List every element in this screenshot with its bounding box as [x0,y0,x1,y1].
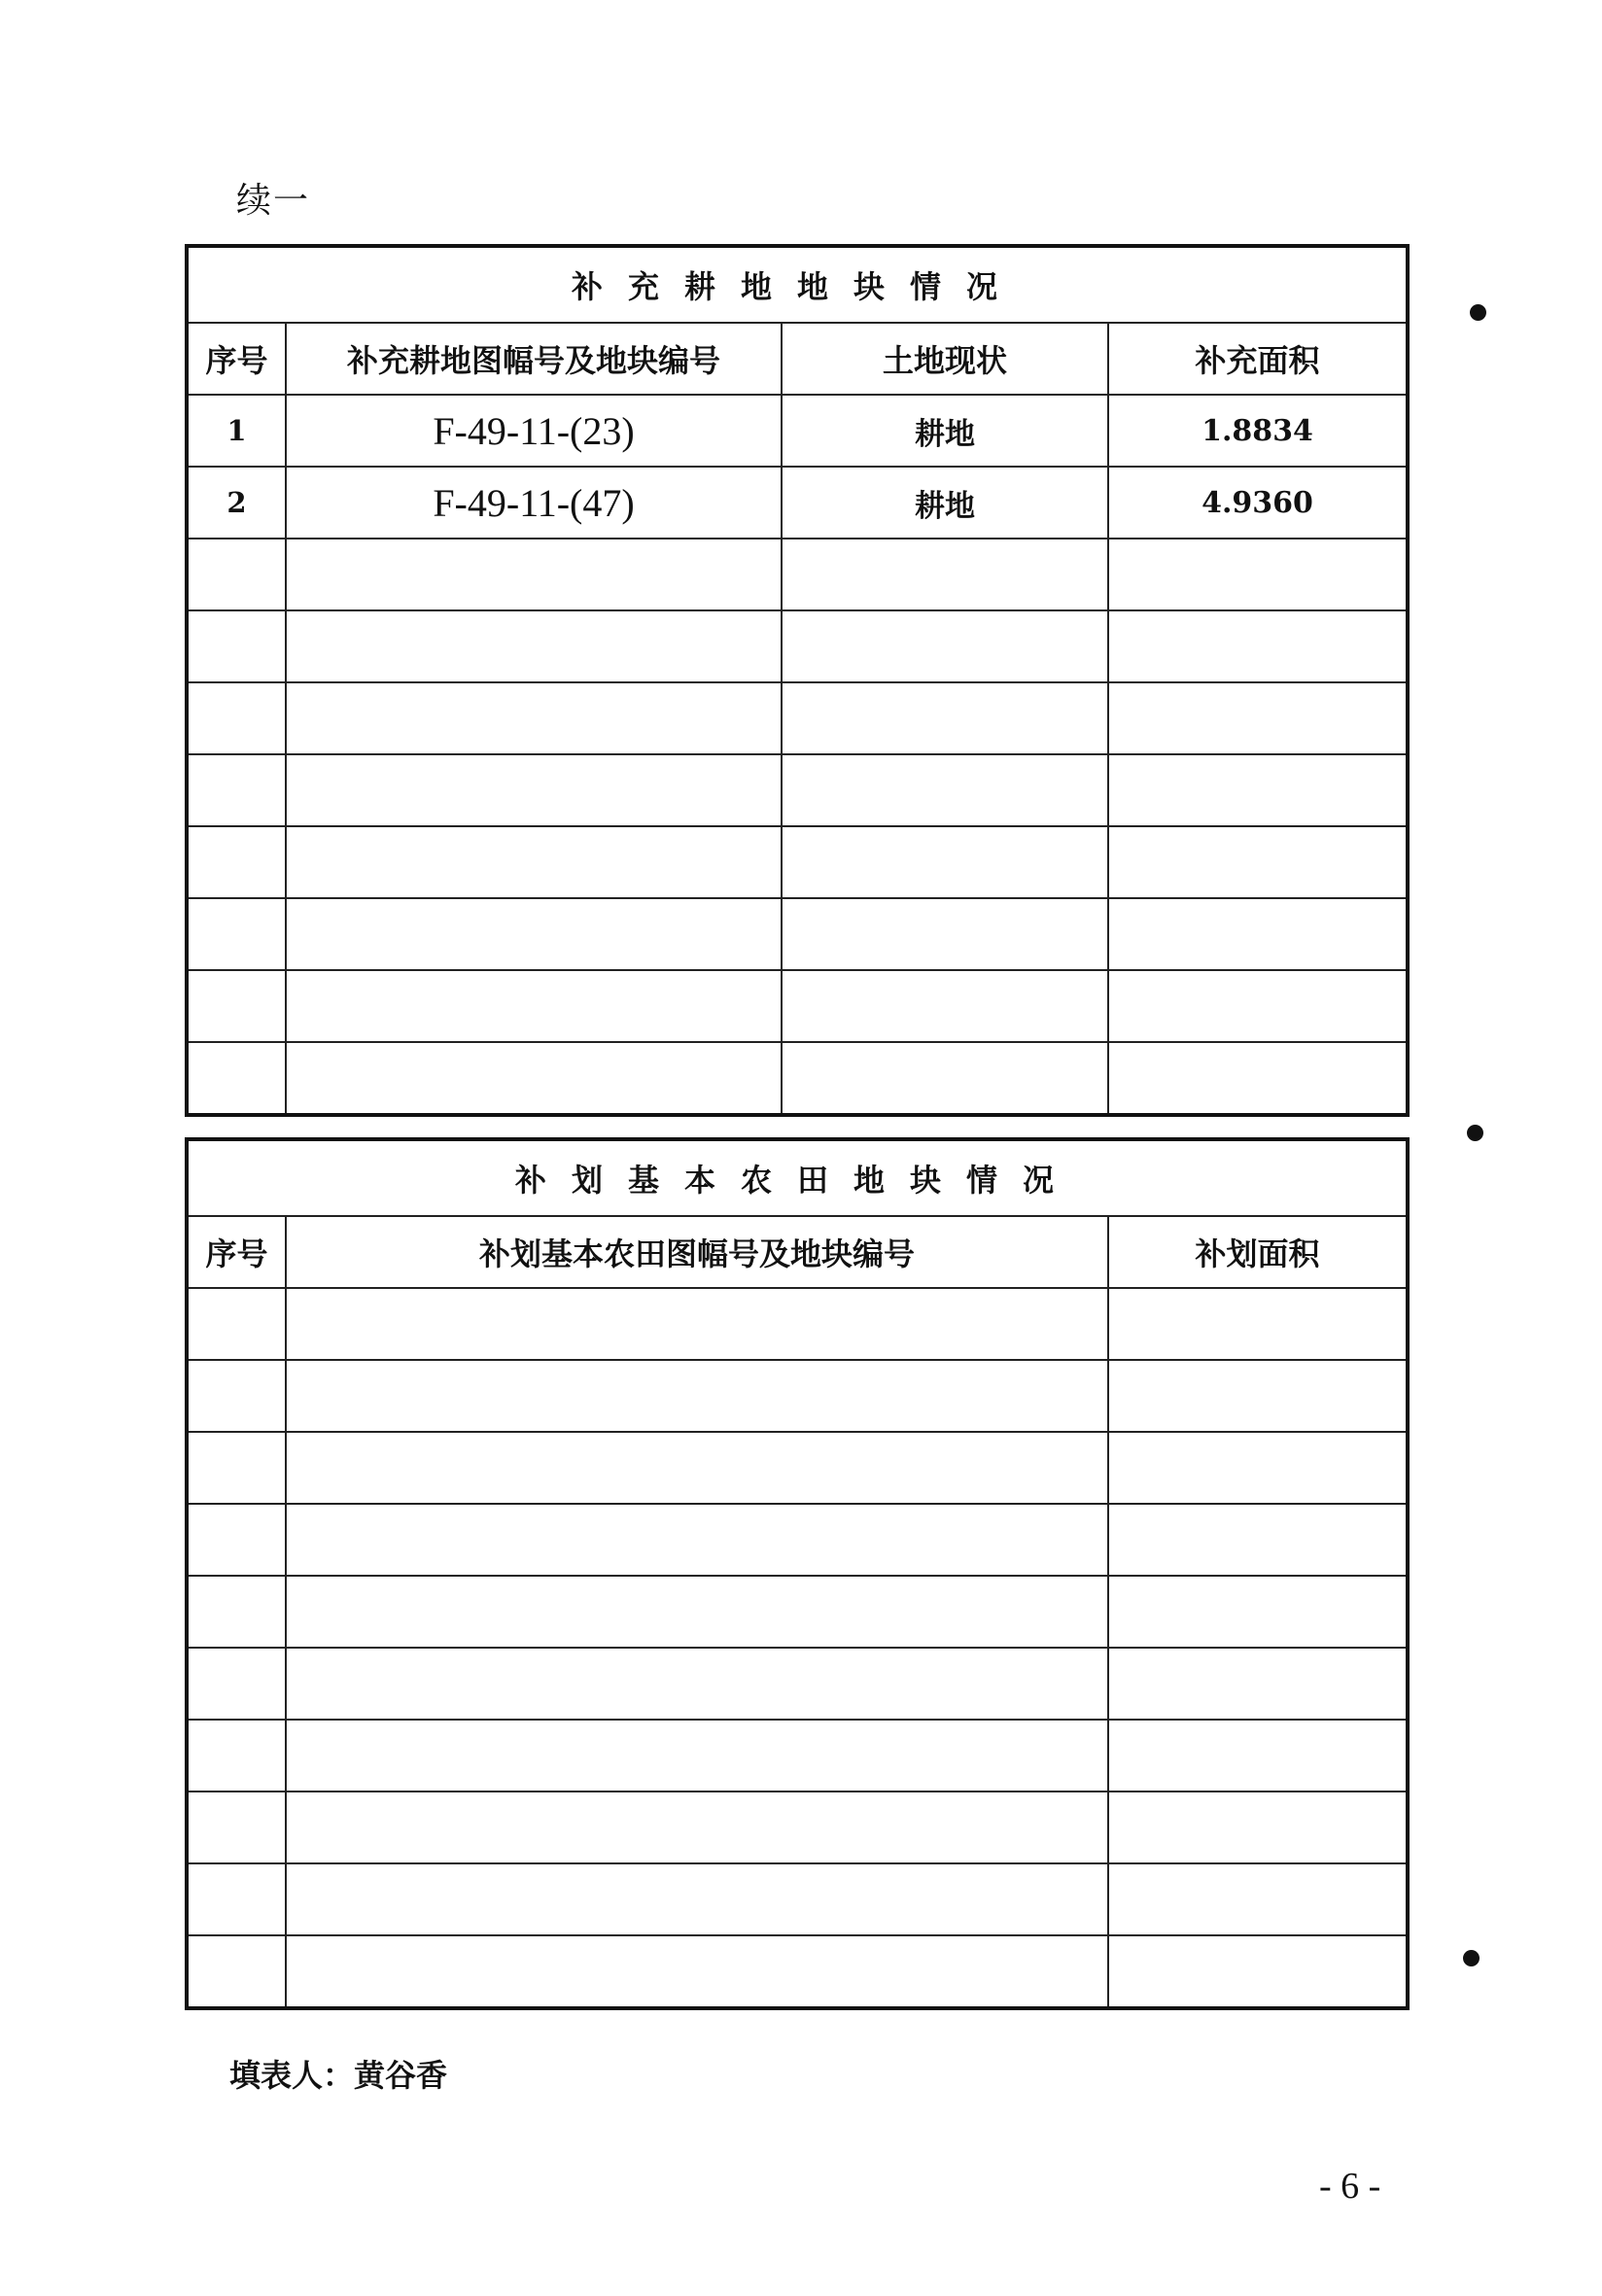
row-area: 4.9360 [1108,467,1408,539]
table-row-blank [187,1720,1408,1792]
form-filler: 填表人：黄谷香 [229,2057,448,2094]
table-row-blank [187,1504,1408,1576]
table-row-blank [187,1360,1408,1432]
table-row-blank [187,1288,1408,1360]
row-status: 耕地 [782,467,1108,539]
supplementary-farmland-table [185,1137,1410,2010]
binding-hole-mark [1463,1950,1480,1966]
table-row-blank [187,1432,1408,1504]
table-row-blank [187,1935,1408,2008]
table-row-blank [187,826,1408,898]
supplementary-cultivated-table [185,244,1410,1117]
header-index: 序号 [187,1216,286,1288]
header-code: 补划基本农田图幅号及地块编号 [286,1216,1108,1288]
table-row-blank [187,754,1408,826]
table-row-blank [187,1042,1408,1115]
page-number: - 6 - [1319,2166,1381,2207]
continued-label: 续一 [236,181,311,221]
row-index: 2 [187,467,286,539]
table-row-blank [187,1792,1408,1863]
farmland-table-title: 补划基本农田地块情况 [187,1139,1408,1216]
table-row-blank [187,1863,1408,1935]
table-row-blank [187,682,1408,754]
cultivated-header-row [187,323,1408,395]
table-row-blank [187,1648,1408,1720]
row-area: 1.8834 [1108,395,1408,467]
row-code: F-49-11-(23) [286,395,782,467]
cultivated-table-title: 补充耕地地块情况 [187,246,1408,323]
header-area: 补划面积 [1108,1216,1408,1288]
row-code: F-49-11-(47) [286,467,782,539]
table-row-blank [187,970,1408,1042]
table-row-blank [187,1576,1408,1648]
table-row-blank [187,610,1408,682]
row-status: 耕地 [782,395,1108,467]
table-row [187,467,1408,539]
table-row-blank [187,539,1408,610]
header-area: 补充面积 [1108,323,1408,395]
binding-hole-mark [1470,304,1486,321]
table-row-blank [187,898,1408,970]
header-index: 序号 [187,323,286,395]
row-index: 1 [187,395,286,467]
farmland-header-row [187,1216,1408,1288]
header-code: 补充耕地图幅号及地块编号 [286,323,782,395]
header-status: 土地现状 [782,323,1108,395]
binding-hole-mark [1467,1125,1483,1141]
table-row [187,395,1408,467]
